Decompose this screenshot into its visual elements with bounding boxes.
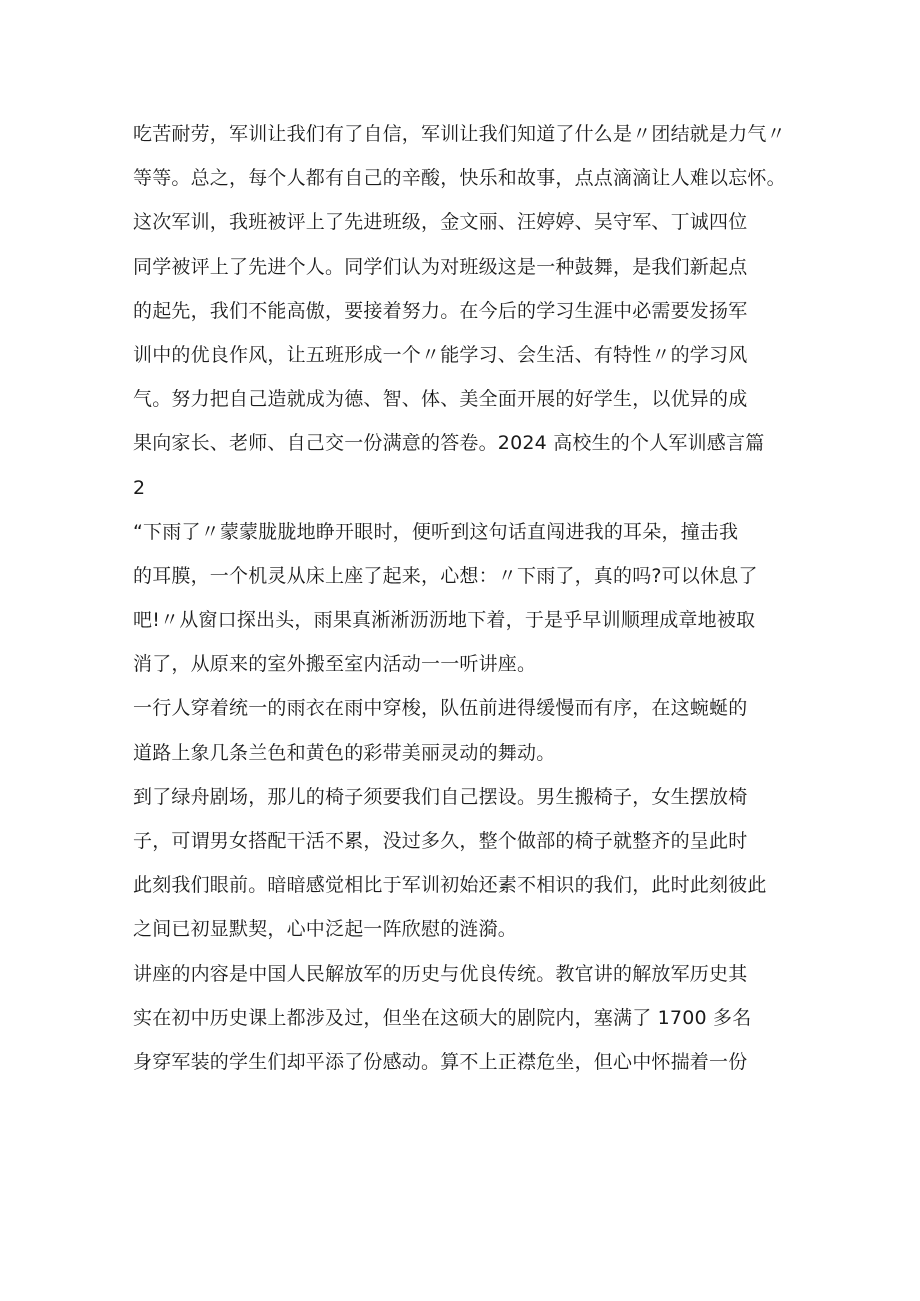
text-line: 等等。总之，每个人都有自己的辛酸，快乐和故事，点点滴滴让人难以忘怀。 [133, 167, 786, 190]
text-line: 气。努力把自己造就成为德、智、体、美全面开展的好学生，以优异的成 [133, 388, 748, 411]
text-line: 训中的优良作风，让五班形成一个〃能学习、会生活、有特性〃的学习风 [133, 343, 748, 366]
text-line: 果向家长、老师、自己交一份满意的答卷。2024 高校生的个人军训感言篇 [133, 432, 765, 455]
text-line: 同学被评上了先进个人。同学们认为对班级这是一种鼓舞，是我们新起点 [133, 255, 748, 278]
text-line: 子，可谓男女搭配干活不累，没过多久，整个做部的椅子就整齐的呈此时 [133, 830, 748, 852]
text-line: 此刻我们眼前。暗暗感觉相比于军训初始还素不相识的我们，此时此刻彼此 [133, 874, 767, 897]
body-text [133, 112, 803, 1084]
text-line: “下雨了〃蒙蒙胧胧地睁开眼时，便听到这句话直闯进我的耳朵，撞击我 [133, 520, 739, 543]
text-line: 讲座的内容是中国人民解放军的历史与优良传统。教官讲的解放军历史其 [133, 962, 748, 985]
text-line: 吃苦耐劳，军训让我们有了自信，军训让我们知道了什么是〃团结就是力气〃 [133, 123, 786, 145]
text-line: 一行人穿着统一的雨衣在雨中穿梭，队伍前进得缓慢而有序，在这蜿蜒的 [133, 697, 748, 720]
text-line: 实在初中历史课上都涉及过，但坐在这硕大的剧院内，塞满了 1700 多名 [133, 1006, 752, 1029]
text-line: 之间已初显默契，心中泛起一阵欣慰的涟漪。 [133, 918, 518, 941]
text-line: 这次军训，我班被评上了先进班级，金文丽、汪婷婷、吴守军、丁诚四位 [133, 211, 748, 234]
text-line: 的耳膜，一个机灵从床上座了起来，心想：〃下雨了，真的吗?可以休息了 [133, 564, 758, 587]
text-line: 吧!〃从窗口探出头，雨果真淅淅沥沥地下着，于是乎早训顺理成章地被取 [133, 609, 756, 632]
text-line: 道路上象几条兰色和黄色的彩带美丽灵动的舞动。 [133, 741, 556, 764]
text-line: 身穿军装的学生们却平添了份感动。算不上正襟危坐，但心中怀揣着一份 [133, 1050, 748, 1073]
text-line: 到了绿舟剧场，那儿的椅子须要我们自己摆设。男生搬椅子，女生摆放椅 [133, 785, 748, 808]
text-line: 消了，从原来的室外搬至室内活动一一听讲座。 [133, 653, 537, 676]
text-line: 2 [133, 476, 146, 499]
text-line: 的起先，我们不能高傲，要接着努力。在今后的学习生涯中必需要发扬军 [133, 299, 748, 322]
